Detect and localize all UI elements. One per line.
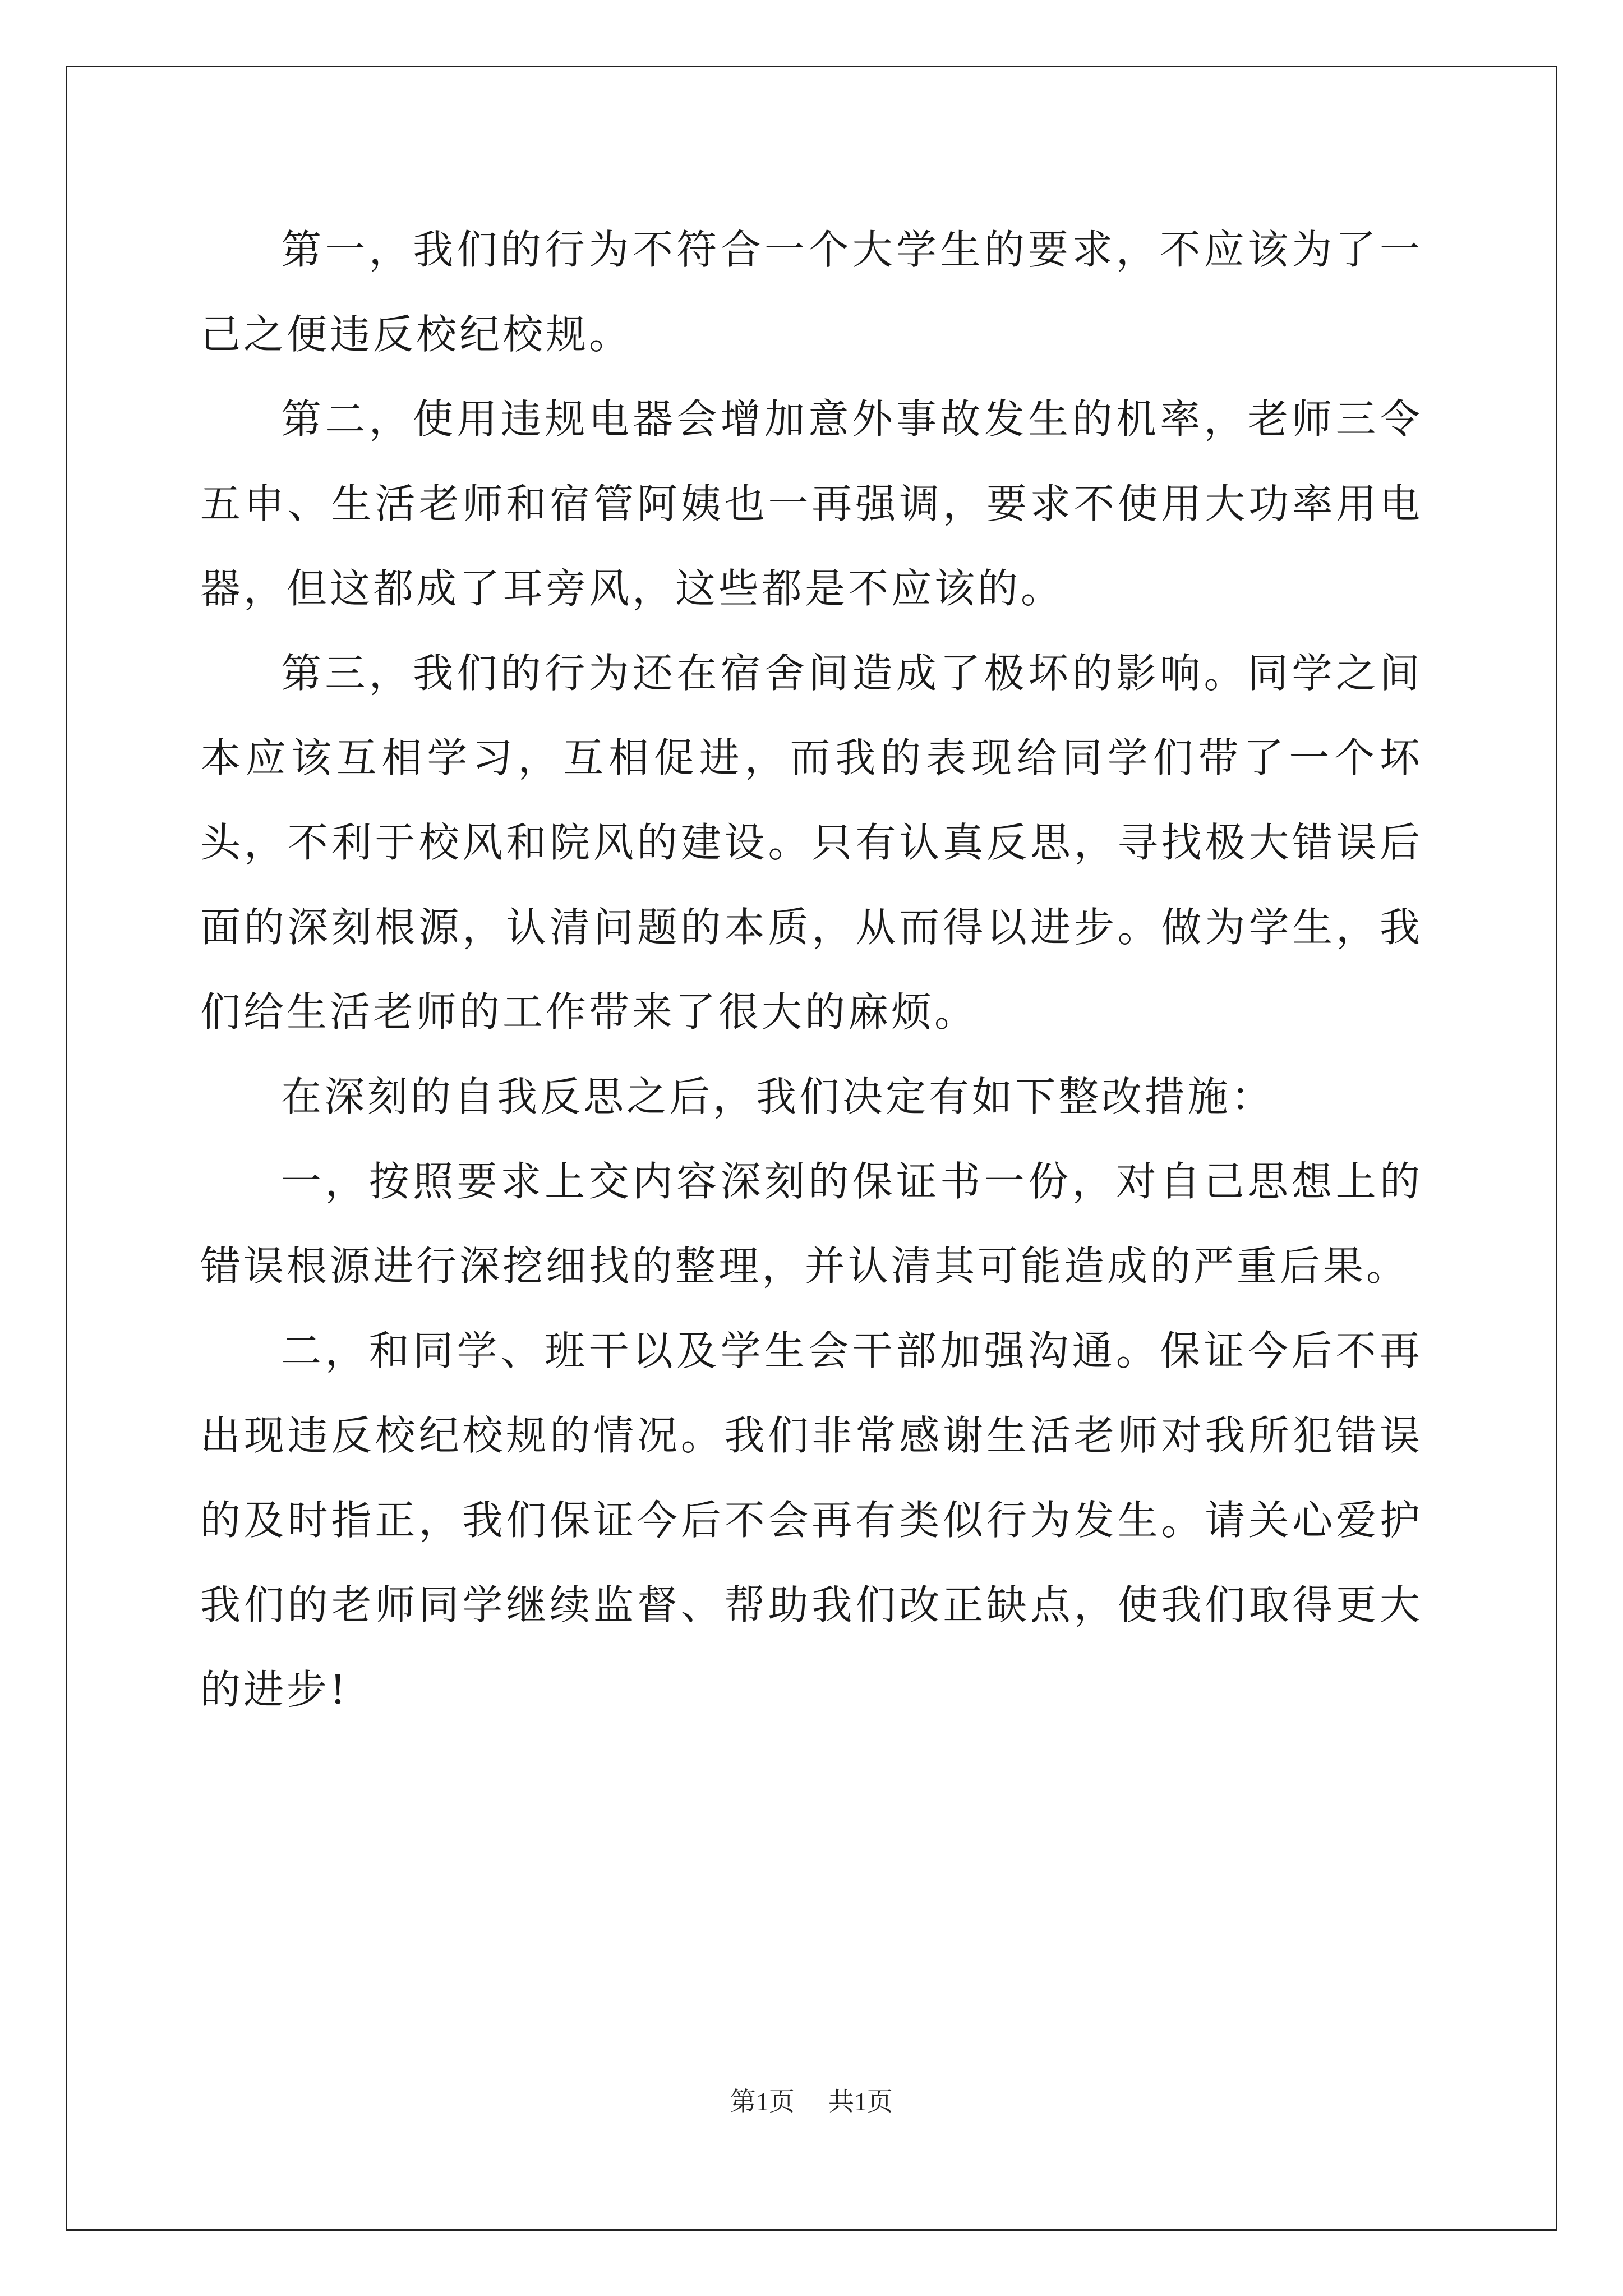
page-number-current: 第1页 bbox=[730, 2087, 795, 2116]
paragraph-2: 第二，使用违规电器会增加意外事故发生的机率，老师三令五申、生活老师和宿管阿姨也一再强调，要求不使用大功率用电器，但这都成了耳旁风，这些都是不应该的。 bbox=[200, 395, 1423, 612]
document-body bbox=[200, 208, 1423, 1732]
paragraph-3: 第三，我们的行为还在宿舍间造成了极坏的影响。同学之间本应该互相学习，互相促进，而我的表现给同学们带了一个坏头，不利于校风和院风的建设。只有认真反思，寻找极大错误后面的深刻根源，认清问题的本质，从而得以进步。做为学生，我们给生活老师的工作带来了很大的麻烦。 bbox=[200, 650, 1423, 1036]
paragraph-4: 在深刻的自我反思之后，我们决定有如下整改措施： bbox=[281, 1073, 1275, 1120]
paragraph-1: 第一，我们的行为不符合一个大学生的要求，不应该为了一己之便违反校纪校规。 bbox=[200, 226, 1423, 358]
page-number-total: 共1页 bbox=[828, 2087, 893, 2116]
page-footer bbox=[0, 2081, 1623, 2118]
paragraph-5: 一，按照要求上交内容深刻的保证书一份，对自己思想上的错误根源进行深挖细找的整理，并认清其可能造成的严重后果。 bbox=[200, 1158, 1423, 1290]
paragraph-6: 二，和同学、班干以及学生会干部加强沟通。保证今后不再出现违反校纪校规的情况。我们非常感谢生活老师对我所犯错误的及时指正，我们保证今后不会再有类似行为发生。请关心爱护我们的老师同学继续监督、帮助我们改正缺点，使我们取得更大的进步! bbox=[200, 1327, 1423, 1713]
